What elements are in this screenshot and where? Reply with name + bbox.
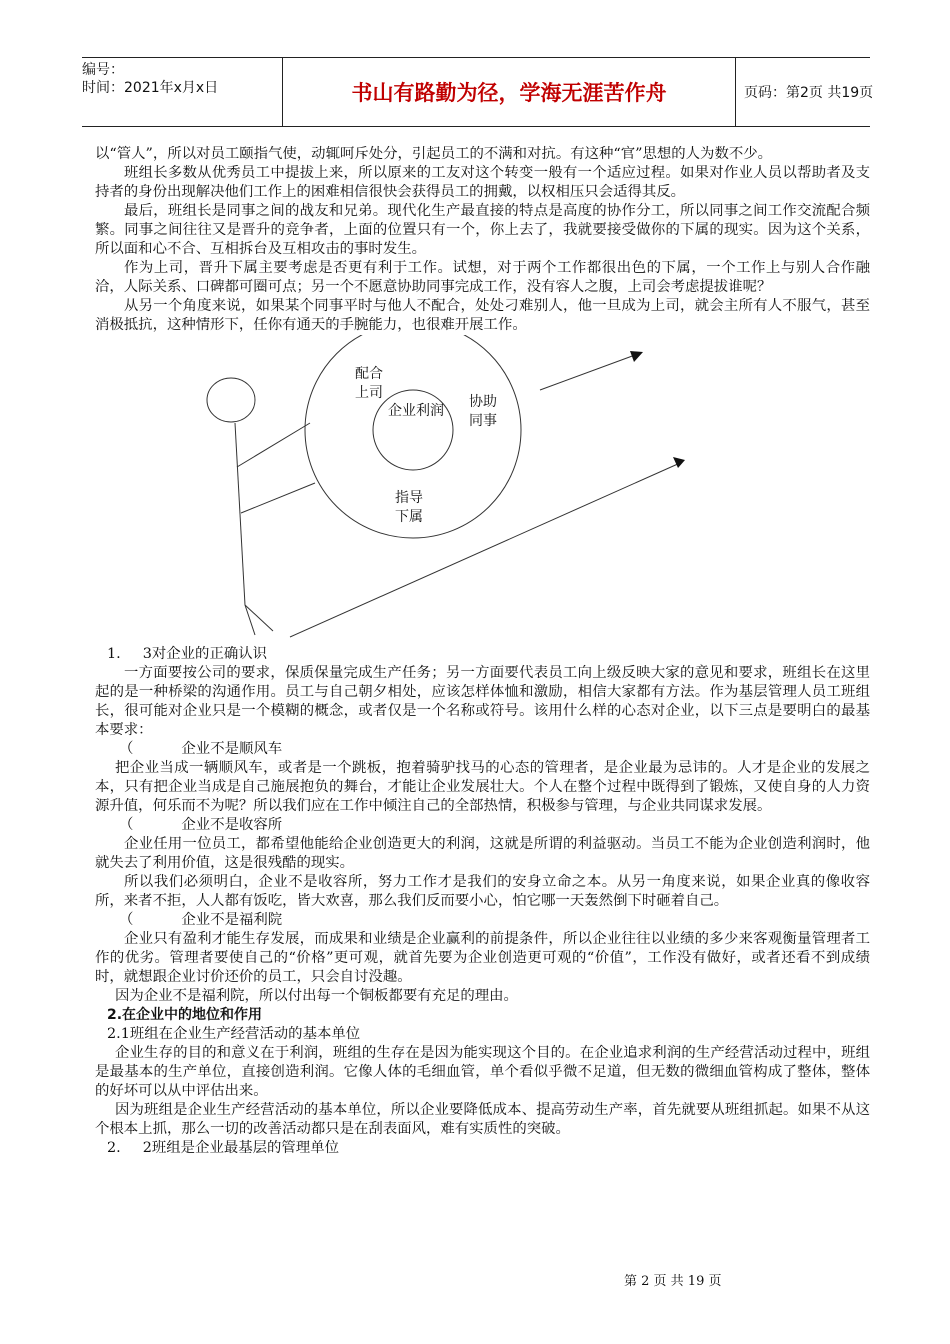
subsection-heading: 2. 2班组是企业最基层的管理单位 [107, 1140, 339, 1156]
paragraph: 因为企业不是福利院，所以付出每一个铜板都要有充足的理由。 [115, 988, 518, 1004]
paragraph: 班组长多数从优秀员工中提拔上来，所以原来的工友对这个转变一般有一个适应过程。如果对作业人员以帮助者及支持者的身份出现解决他们工作上的困难相信很快会获得员工的拥戴，以权相压只会适得其反。 [95, 165, 870, 200]
paragraph: 所以我们必须明白，企业不是收容所，努力工作才是我们的安身立命之本。从另一角度来说，如果企业真的像收容所，来者不拒，人人都有饭吃，皆大欢喜，那么我们反而要小心，怕它哪一天轰然倒下时砸着自己。 [95, 874, 870, 909]
header-motto: 书山有路勤为径，学海无涯苦作舟 [282, 58, 736, 126]
chapter-heading: 2.在企业中的地位和作用 [107, 1007, 263, 1023]
label-assist: 协助 同事 [469, 394, 497, 429]
paragraph: 以“管人”，所以对员工颐指气使，动辄呵斥处分，引起员工的不满和对抗。有这种“官”思想的人为数不少。 [95, 146, 773, 162]
ground-arrow-line [290, 463, 680, 637]
head-shape [207, 378, 255, 422]
paragraph: 作为上司，晋升下属主要考虑是否更有利于工作。试想，对于两个工作都很出色的下属，一个工作上与别人合作融洽，人际关系、口碑都可圈可点；另一个不愿意协助同事完成工作，没有容人之腹，上司会考虑提拔谁呢？ [95, 260, 870, 295]
paragraph: 企业生存的目的和意义在于利润，班组的生存在是因为能实现这个目的。在企业追求利润的生产经营活动过程中，班组是最基本的生产单位，直接创造利润。它像人体的毛细血管，单个看似乎微不足道，但无数的微细血管构成了整体，整体的好坏可以从中评估出来。 [95, 1045, 870, 1099]
arm-line [237, 423, 310, 467]
arm-line [241, 483, 315, 513]
header-meta [82, 58, 282, 126]
paragraph: 因为班组是企业生产经营活动的基本单位，所以企业要降低成本、提高劳动生产率，首先就要从班组抓起。如果不从这个根本上抓，那么一切的改善活动都只是在刮表面风，难有实质性的突破。 [95, 1102, 870, 1137]
number-label: 编号： [82, 62, 124, 78]
paragraph: 企业只有盈利才能生存发展，而成果和业绩是企业赢利的前提条件，所以企业往往以业绩的多少来客观衡量管理者工作的优劣。管理者要使自己的“价格”更可观，就首先要为企业创造更可观的“价值”，工作没有做好，或者还看不到成绩时，就想跟企业讨价还价的员工，只会自讨没趣。 [95, 931, 870, 985]
header-page-info: 页码：第2页 共19页 [744, 85, 874, 101]
body-line [235, 423, 245, 605]
section-heading: 1. 3对企业的正确认识 [107, 646, 268, 662]
diagram-drawing [95, 335, 870, 645]
label-cooperate: 配合 上司 [355, 366, 383, 401]
page-footer: 第 2 页 共 19 页 [624, 1274, 722, 1289]
arrow-head [673, 457, 685, 468]
paragraph: 最后，班组长是同事之间的战友和兄弟。现代化生产最直接的特点是高度的协作分工，所以同事之间工作交流配合频繁。同事之间往往又是晋升的竞争者，上面的位置只有一个，你上去了，我就要接受做你的下属的现实。因为这个关系，所以面和心不合、互相拆台及互相攻击的事时发生。 [95, 203, 870, 257]
document-body [95, 145, 870, 1158]
paragraph: 把企业当成一辆顺风车，或者是一个跳板，抱着骑驴找马的心态的管理者，是企业最为忌讳的。人才是企业的发展之本，只有把企业当成是自己施展抱负的舞台，才能让企业发展壮大。个人在整个过程中既得到了锻炼，又使自身的人力资源升值，何乐而不为呢？所以我们应在工作中倾注自己的全部热情，积极参与管理，与企业共同谋求发展。 [95, 760, 870, 814]
subsection-heading: 2.1班组在企业生产经营活动的基本单位 [107, 1026, 361, 1042]
stick-figure-diagram [95, 335, 870, 645]
label-center: 企业利润 [388, 403, 444, 419]
time-label: 时间：2021年x月x日 [82, 80, 219, 96]
list-point: （ 企业不是福利院 [119, 912, 283, 928]
paragraph: 一方面要按公司的要求，保质保量完成生产任务；另一方面要代表员工向上级反映大家的意见和要求，班组长在这里起的是一种桥梁的沟通作用。员工与自己朝夕相处，应该怎样体恤和激励，相信大家都有方法。作为基层管理人员工班组长，很可能对企业只是一个模糊的概念，或者仅是一个名称或符号。该用什么样的心态对企业，以下三点是要明白的最基本要求： [95, 665, 870, 738]
upper-arrow-line [540, 355, 635, 390]
page-header [82, 57, 874, 127]
list-point: （ 企业不是收容所 [119, 817, 283, 833]
paragraph: 企业任用一位员工，都希望他能给企业创造更大的利润，这就是所谓的利益驱动。当员工不能为企业创造利润时，他就失去了利用价值，这是很残酷的现实。 [95, 836, 870, 871]
label-guide: 指导 下属 [395, 490, 423, 525]
paragraph: 从另一个角度来说，如果某个同事平时与他人不配合，处处刁难别人，他一旦成为上司，就会主所有人不服气，甚至消极抵抗，这种情形下，任你有通天的手腕能力，也很难开展工作。 [95, 298, 870, 333]
list-point: （ 企业不是顺风车 [119, 741, 283, 757]
